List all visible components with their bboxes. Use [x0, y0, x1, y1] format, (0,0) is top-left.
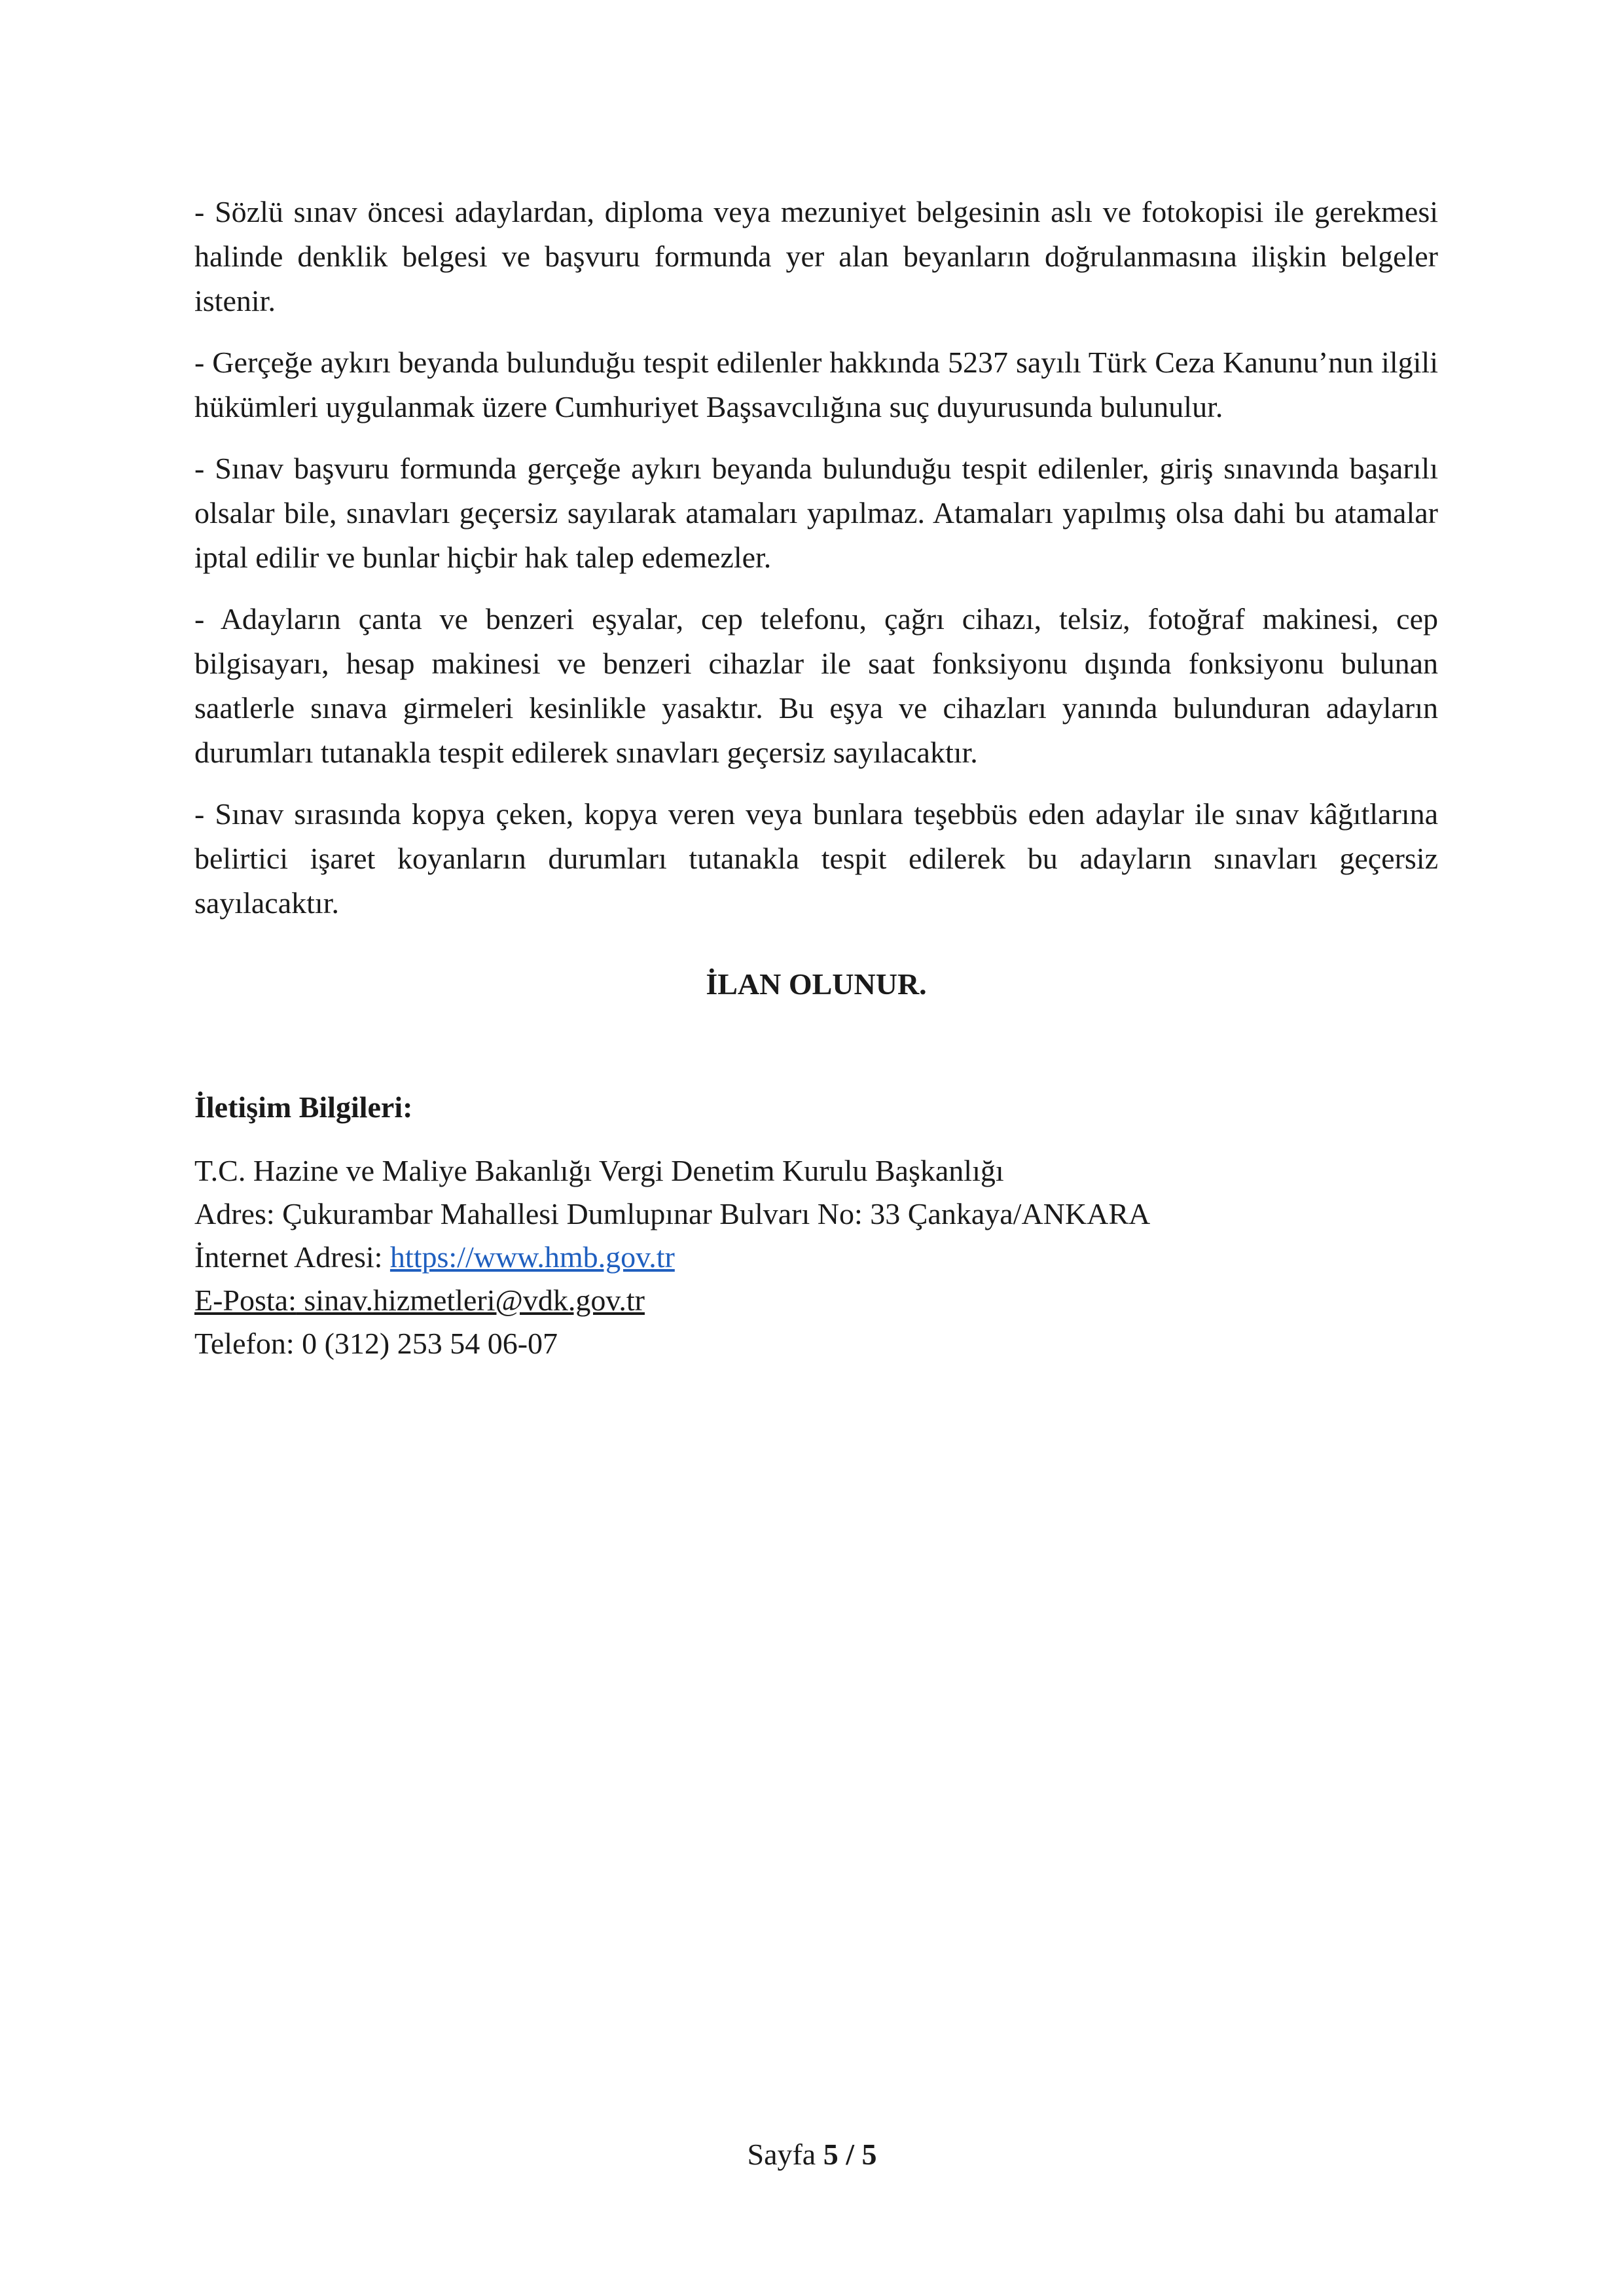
- contact-organization: T.C. Hazine ve Maliye Bakanlığı Vergi Denetim Kurulu Başkanlığı: [194, 1154, 1004, 1187]
- document-body: [194, 190, 1438, 1365]
- website-link[interactable]: https://www.hmb.gov.tr: [389, 1240, 675, 1274]
- contact-info-block: [194, 1149, 1438, 1365]
- paragraph-prohibited-items: - Adayların çanta ve benzeri eşyalar, cep telefonu, çağrı cihazı, telsiz, fotoğraf makinesi, cep bilgisayarı, hesap makinesi ve benzeri cihazlar ile saat fonksiyonu dışında fonksiyonu bulunan saatlerle sınava girmeleri kesinlikle yasaktır. Bu eşya ve cihazları yanında bulunduran adayların durumları tutanakla tespit edilerek sınavları geçersiz sayılacaktır.: [194, 602, 1438, 769]
- paragraph-false-declaration-penalty: - Gerçeğe aykırı beyanda bulunduğu tespit edilenler hakkında 5237 sayılı Türk Ceza Kanunu’nun ilgili hükümleri uygulanmak üzere Cumhuriyet Başsavcılığına suç duyurusunda bulunulur.: [194, 346, 1438, 423]
- contact-phone: Telefon: 0 (312) 253 54 06-07: [194, 1327, 558, 1360]
- email-address-link[interactable]: sinav.hizmetleri@vdk.gov.tr: [296, 1283, 645, 1317]
- page-separator: /: [838, 2138, 862, 2171]
- paragraph-oral-exam-documents: - Sözlü sınav öncesi adaylardan, diploma veya mezuniyet belgesinin aslı ve fotokopisi ile gerekmesi halinde denklik belgesi ve başvuru formunda yer alan beyanların doğrulanmasına ilişkin belgeler istenir.: [194, 195, 1438, 317]
- contact-internet: [194, 1236, 1438, 1279]
- announcement-title: İLAN OLUNUR.: [706, 967, 927, 1001]
- paragraph-invalid-appointment: - Sınav başvuru formunda gerçeğe aykırı beyanda bulunduğu tespit edilenler, giriş sınavında başarılı olsalar bile, sınavları geçersiz sayılarak atamaları yapılmaz. Atamaları yapılmış olsa dahi bu atamalar iptal edilir ve bunlar hiçbir hak talep edemezler.: [194, 452, 1438, 574]
- current-page-number: 5: [823, 2138, 839, 2171]
- total-page-number: 5: [861, 2138, 877, 2171]
- email-label: E-Posta:: [194, 1283, 297, 1317]
- page-footer: [0, 2135, 1624, 2174]
- paragraph-cheating-rules: - Sınav sırasında kopya çeken, kopya veren veya bunlara teşebbüs eden adaylar ile sınav kâğıtlarına belirtici işaret koyanların durumları tutanakla tespit edilerek bu adayların sınavları geçersiz sayılacaktır.: [194, 797, 1438, 920]
- page-label: Sayfa: [747, 2138, 823, 2171]
- contact-email: [194, 1279, 1438, 1322]
- internet-label: İnternet Adresi:: [194, 1240, 390, 1274]
- contact-address: Adres: Çukurambar Mahallesi Dumlupınar Bulvarı No: 33 Çankaya/ANKARA: [194, 1197, 1151, 1230]
- contact-heading: İletişim Bilgileri:: [194, 1090, 413, 1124]
